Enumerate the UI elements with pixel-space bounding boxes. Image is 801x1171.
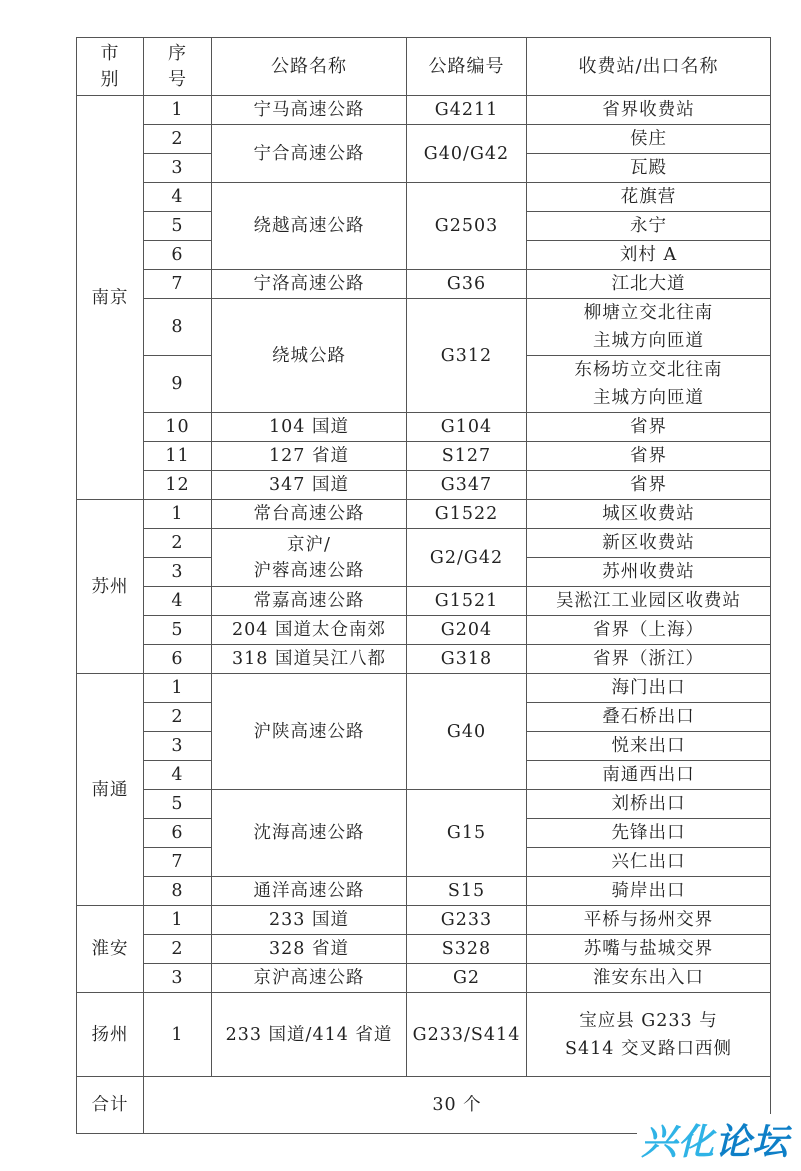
road-name-cell: 204 国道太仓南郊 xyxy=(212,616,407,645)
seq-cell: 2 xyxy=(144,529,212,558)
toll-station-table xyxy=(76,37,771,1134)
seq-cell: 6 xyxy=(144,819,212,848)
table-row xyxy=(77,993,771,1077)
seq-cell: 3 xyxy=(144,558,212,587)
table-row xyxy=(77,500,771,529)
road-code-cell: G204 xyxy=(407,616,527,645)
road-code-cell: G15 xyxy=(407,790,527,877)
station-cell: 省界 xyxy=(527,471,771,500)
seq-cell: 1 xyxy=(144,674,212,703)
road-name-cell: 宁马高速公路 xyxy=(212,96,407,125)
station-cell: 省界 xyxy=(527,413,771,442)
road-name-cell: 233 国道 xyxy=(212,906,407,935)
seq-cell: 5 xyxy=(144,212,212,241)
road-code-cell: S328 xyxy=(407,935,527,964)
seq-cell: 1 xyxy=(144,993,212,1077)
seq-cell: 1 xyxy=(144,906,212,935)
watermark-logo: 兴化论坛 xyxy=(637,1114,793,1165)
road-name-cell: 京沪高速公路 xyxy=(212,964,407,993)
station-cell: 省界 xyxy=(527,442,771,471)
road-code-cell: G2/G42 xyxy=(407,529,527,587)
road-name-cell: 常嘉高速公路 xyxy=(212,587,407,616)
seq-cell: 4 xyxy=(144,761,212,790)
table-row xyxy=(77,674,771,703)
station-cell: 海门出口 xyxy=(527,674,771,703)
station-cell: 东杨坊立交北往南 主城方向匝道 xyxy=(527,356,771,413)
seq-cell: 5 xyxy=(144,616,212,645)
station-cell: 省界（浙江） xyxy=(527,645,771,674)
seq-cell: 2 xyxy=(144,125,212,154)
road-name-cell: 沪陕高速公路 xyxy=(212,674,407,790)
station-cell: 南通西出口 xyxy=(527,761,771,790)
station-cell: 宝应县 G233 与 S414 交叉路口西侧 xyxy=(527,993,771,1077)
road-name-cell: 318 国道吴江八都 xyxy=(212,645,407,674)
table-row xyxy=(77,183,771,212)
station-cell: 兴仁出口 xyxy=(527,848,771,877)
city-cell: 扬州 xyxy=(77,993,144,1077)
road-name-cell: 绕越高速公路 xyxy=(212,183,407,270)
station-cell: 新区收费站 xyxy=(527,529,771,558)
road-code-cell: G2 xyxy=(407,964,527,993)
station-cell: 淮安东出入口 xyxy=(527,964,771,993)
road-name-cell: 347 国道 xyxy=(212,471,407,500)
station-cell: 平桥与扬州交界 xyxy=(527,906,771,935)
header-road-name: 公路名称 xyxy=(212,38,407,96)
seq-cell: 3 xyxy=(144,732,212,761)
table-row xyxy=(77,299,771,356)
station-cell: 花旗营 xyxy=(527,183,771,212)
table-row xyxy=(77,935,771,964)
road-code-cell: G1521 xyxy=(407,587,527,616)
table-row xyxy=(77,529,771,558)
table-row xyxy=(77,790,771,819)
seq-cell: 6 xyxy=(144,645,212,674)
header-station: 收费站/出口名称 xyxy=(527,38,771,96)
table-row xyxy=(77,877,771,906)
seq-cell: 12 xyxy=(144,471,212,500)
seq-cell: 4 xyxy=(144,183,212,212)
seq-cell: 8 xyxy=(144,877,212,906)
road-name-cell: 宁洛高速公路 xyxy=(212,270,407,299)
table-row xyxy=(77,471,771,500)
station-cell: 省界（上海） xyxy=(527,616,771,645)
table-row xyxy=(77,645,771,674)
table-body xyxy=(77,96,771,1077)
city-cell: 淮安 xyxy=(77,906,144,993)
seq-cell: 1 xyxy=(144,500,212,529)
seq-cell: 4 xyxy=(144,587,212,616)
station-cell: 吴淞江工业园区收费站 xyxy=(527,587,771,616)
road-name-cell: 沈海高速公路 xyxy=(212,790,407,877)
road-code-cell: G36 xyxy=(407,270,527,299)
station-cell: 江北大道 xyxy=(527,270,771,299)
seq-cell: 1 xyxy=(144,96,212,125)
road-code-cell: G318 xyxy=(407,645,527,674)
road-name-cell: 宁合高速公路 xyxy=(212,125,407,183)
seq-cell: 2 xyxy=(144,703,212,732)
seq-cell: 7 xyxy=(144,270,212,299)
road-code-cell: G104 xyxy=(407,413,527,442)
road-name-cell: 233 国道/414 省道 xyxy=(212,993,407,1077)
station-cell: 苏嘴与盐城交界 xyxy=(527,935,771,964)
table-row xyxy=(77,413,771,442)
table-row xyxy=(77,906,771,935)
station-cell: 叠石桥出口 xyxy=(527,703,771,732)
seq-cell: 7 xyxy=(144,848,212,877)
station-cell: 苏州收费站 xyxy=(527,558,771,587)
station-cell: 城区收费站 xyxy=(527,500,771,529)
road-name-cell: 通洋高速公路 xyxy=(212,877,407,906)
header-row xyxy=(77,38,771,96)
road-code-cell: G40/G42 xyxy=(407,125,527,183)
road-name-cell: 京沪/ 沪蓉高速公路 xyxy=(212,529,407,587)
seq-cell: 8 xyxy=(144,299,212,356)
table-row xyxy=(77,125,771,154)
station-cell: 侯庄 xyxy=(527,125,771,154)
road-code-cell: G233/S414 xyxy=(407,993,527,1077)
station-cell: 省界收费站 xyxy=(527,96,771,125)
road-code-cell: G40 xyxy=(407,674,527,790)
city-cell: 南京 xyxy=(77,96,144,500)
city-cell: 苏州 xyxy=(77,500,144,674)
seq-cell: 3 xyxy=(144,154,212,183)
table-row xyxy=(77,964,771,993)
road-code-cell: G347 xyxy=(407,471,527,500)
station-cell: 瓦殿 xyxy=(527,154,771,183)
seq-cell: 2 xyxy=(144,935,212,964)
seq-cell: 10 xyxy=(144,413,212,442)
station-cell: 先锋出口 xyxy=(527,819,771,848)
table-row xyxy=(77,442,771,471)
station-cell: 刘桥出口 xyxy=(527,790,771,819)
road-code-cell: G2503 xyxy=(407,183,527,270)
seq-cell: 6 xyxy=(144,241,212,270)
seq-cell: 9 xyxy=(144,356,212,413)
road-code-cell: G312 xyxy=(407,299,527,413)
station-cell: 骑岸出口 xyxy=(527,877,771,906)
road-code-cell: S15 xyxy=(407,877,527,906)
station-cell: 柳塘立交北往南 主城方向匝道 xyxy=(527,299,771,356)
road-code-cell: G233 xyxy=(407,906,527,935)
table-row xyxy=(77,587,771,616)
road-name-cell: 127 省道 xyxy=(212,442,407,471)
road-code-cell: G1522 xyxy=(407,500,527,529)
table-row xyxy=(77,616,771,645)
table-row xyxy=(77,96,771,125)
road-code-cell: G4211 xyxy=(407,96,527,125)
road-name-cell: 绕城公路 xyxy=(212,299,407,413)
seq-cell: 11 xyxy=(144,442,212,471)
city-cell: 南通 xyxy=(77,674,144,906)
road-name-cell: 328 省道 xyxy=(212,935,407,964)
total-label: 合计 xyxy=(77,1077,144,1134)
station-cell: 刘村 A xyxy=(527,241,771,270)
station-cell: 永宁 xyxy=(527,212,771,241)
header-road-code: 公路编号 xyxy=(407,38,527,96)
table-row xyxy=(77,270,771,299)
seq-cell: 3 xyxy=(144,964,212,993)
total-value: 30 个 xyxy=(144,1077,771,1134)
header-city: 市 别 xyxy=(77,38,144,96)
station-cell: 悦来出口 xyxy=(527,732,771,761)
header-seq: 序 号 xyxy=(144,38,212,96)
seq-cell: 5 xyxy=(144,790,212,819)
road-name-cell: 104 国道 xyxy=(212,413,407,442)
road-name-cell: 常台高速公路 xyxy=(212,500,407,529)
road-code-cell: S127 xyxy=(407,442,527,471)
